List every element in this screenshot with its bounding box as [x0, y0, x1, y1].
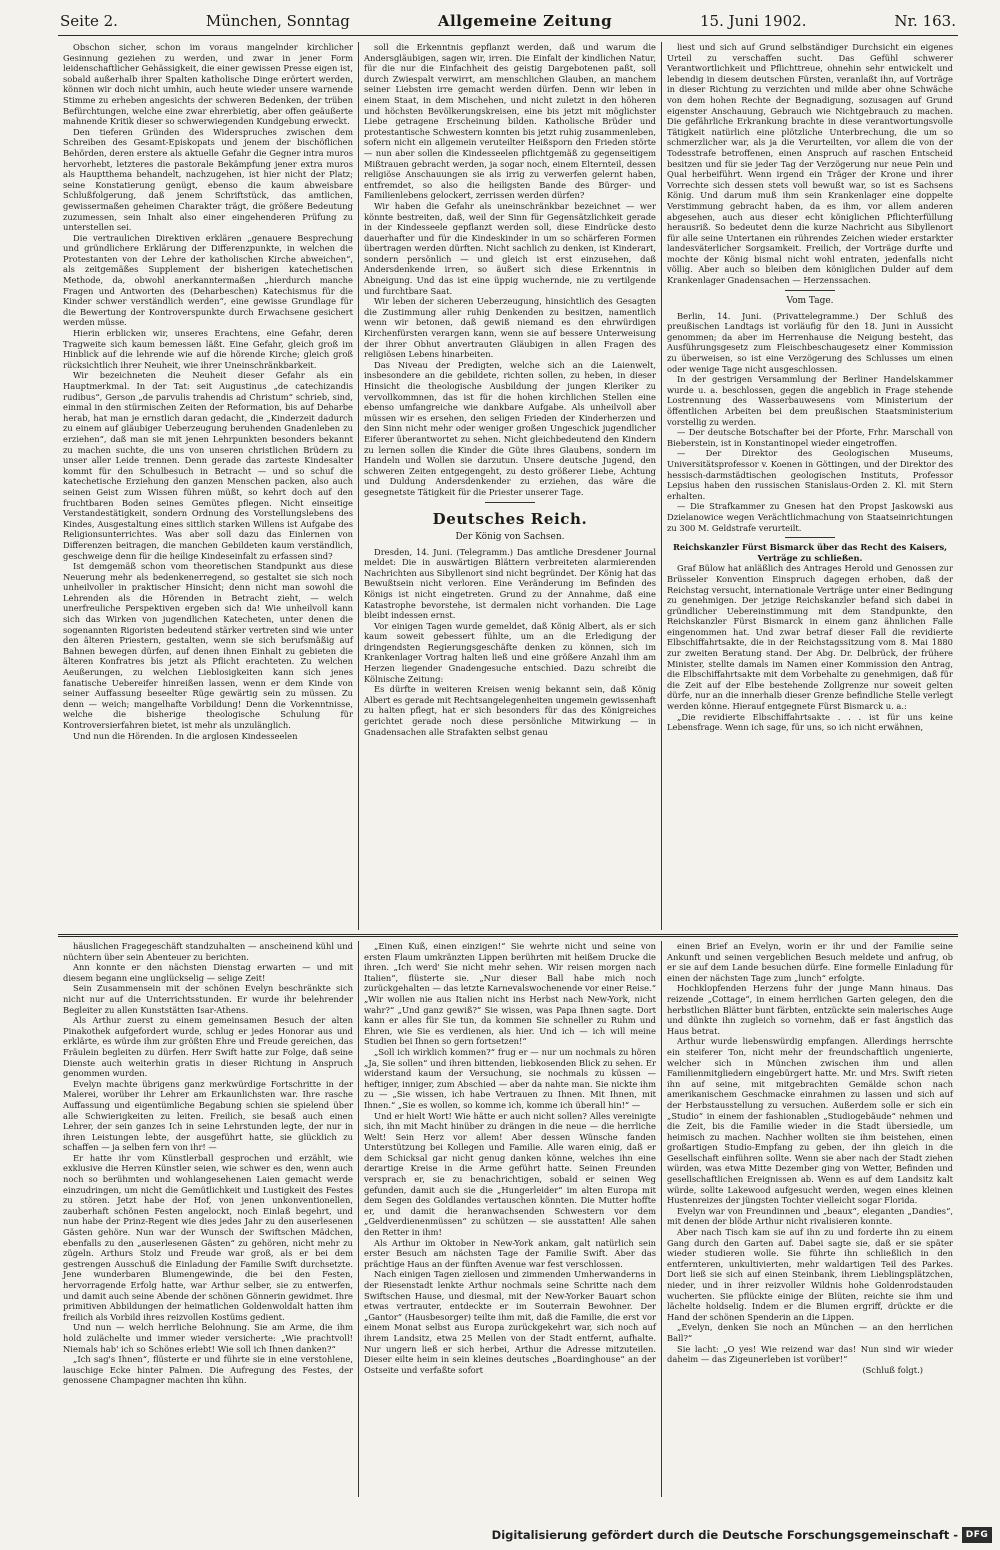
column-2	[359, 42, 661, 930]
divider	[785, 537, 835, 538]
column-1	[58, 42, 358, 930]
masthead: Allgemeine Zeitung	[437, 12, 613, 30]
paragraph: Wir haben die Gefahr als uneinschränkbar bezeichnet — wer könnte bestreiten, daß, weil der Sinn für Gegensätzlichkeit gerade in der Kindesseele gepflanzt werden soll, diese Eindrücke desto dauerhafter und für die Kindeskinder in um so schärferen Formen übertragen werden dürften. Nicht sachlich zu denken, ist Kinderart, sondern persönlich — und gleich ist erst einzusehen, daß Andersdenkende irren, so äußert sich diese Erkenntnis in Abneigung. Und das ist eine üppig wuchernde, nie zu vertilgende und furchtbare Saat.	[364, 200, 656, 296]
paragraph: „Die revidierte Elbschiffahrtsakte . . . ist für uns keine Lebensfrage. Wenn ich sage, für uns, so ich nicht erwähnen,	[667, 711, 953, 733]
paragraph: Es dürfte in weiteren Kreisen wenig bekannt sein, daß König Albert es gerade mit Rechtsangelegenheiten ungemein gewissenhaft zu halten pflegt, hat er sich besonders für das des Königreiches gerichtet gerade noch diese persönliche Mitwirkung — in Gnadensachen alle Strafakten selbst genau	[364, 684, 657, 737]
paragraph: häuslichen Fragegeschäft standzuhalten — anscheinend kühl und nüchtern über sein Abenteuer zu berichten.	[63, 941, 353, 962]
paragraph: Und er hielt Wort! Wie hätte er auch nicht sollen? Alles vereinigte sich, ihn mit Macht hinüber zu drängen in die neue — die herrliche Welt! Sein Herz vor allem! Aber dessen Wünsche fanden Unterstützung bei Kollegen und Familie. Alle waren einig, daß er dem Schicksal gar nicht genug danken könne, welches ihn eine derartige Kreise in die Arme geführt hatte. Seinen Freunden versprach er, sie zu benachrichtigen, sobald er seinen Weg gefunden, damit auch sie die „Hungerleider“ im alten Europa mit dem Segen des Goldlandes vertauschen könnten. Die Mutter hoffte er, und damit die heranwachsenden Schwestern vor dem „Geldverdienenmüssen“ zu schützen — sie ausstatten! Alle sahen den Retter in ihm!	[364, 1110, 656, 1238]
paragraph: Evelyn war von Freundinnen und „beaux“, eleganten „Dandies“, mit denen der blöde Arthur nicht rivalisieren konnte.	[667, 1205, 953, 1227]
paragraph: „Ich sag's Ihnen“, flüsterte er und führte sie in eine verstohlene, lauschige Ecke hinter Palmen. Die Aufregung des Festes, der genossene Champagner machten ihn kühn.	[63, 1354, 353, 1386]
paragraph: — Der deutsche Botschafter bei der Pforte, Frhr. Marschall von Bieberstein, ist in Konstantinopel wieder eingetroffen.	[667, 427, 953, 448]
newspaper-page	[58, 12, 958, 1502]
paragraph: Und nun die Hörenden. In die arglosen Kindesseelen	[73, 730, 298, 741]
column-3	[662, 42, 958, 930]
divider	[485, 502, 535, 503]
paragraph: Nach einigen Tagen ziellosen und zimmenden Umherwanderns in der Riesenstadt lenkte Arthur nochmals seine Schritte nach dem Swiftschen Hause, und diesmal, mit der New-Yorker Bauart schon etwas vertrauter, entdeckte er im Souterrain Bewohner. Der „Gantor“ (Hausbesorger) teilte ihm mit, daß die Familie, die erst vor einem Monat selbst aus Europa zurückgekehrt war, sich noch auf ihrem Landsitz, etwa 25 Meilen von der Stadt entfernt, aufhalte. Nur ungern ließ er sich herbei, Arthur die Adresse mitzuteilen. Dieser eilte heim in sein kleines deutsches „Boardinghouse“ an der Ostseite und verfaßte sofort	[364, 1269, 656, 1375]
paragraph: „Evelyn, denken Sie noch an München — an den herrlichen Ball?“	[667, 1322, 953, 1343]
paragraph: Aber nach Tisch kam sie auf ihn zu und forderte ihn zu einem Gang durch den Garten auf. Dabei sagte sie, daß er sie später wieder studieren wolle. Sie führte ihn schließlich in den entfernteren, unkultivierten, mehr waldartigen Teil des Parkes. Dort ließ sie sich auf einen Steinbank, ihrem Lieblingsplätzchen, nieder, und in ihrer reizvoller Wildnis hohe Goldenrodstauden wucherten. Sie pflückte einige der Blüten, reichte sie ihm und lächelte holdselig. Indem er die Blumen ergriff, drückte er die Hand der schönen Spenderin an die Lippen.	[667, 1227, 953, 1322]
paragraph: liest und sich auf Grund selbständiger Durchsicht ein eigenes Urteil zu verschaffen sucht. Das Gefühl schwerer Verantwortlichkeit und Pflichttreue, ohnehin sehr entwickelt und lebendig in diesem deutschen Fürsten, veranlaßt ihn, auf Vorträge in dieser Richtung zu verzichten und milde aber ohne Schwäche von dem hohen Rechte der Begnadigung, sozusagen auf Grund eigenster Anschauung, Gebrauch wie Nichtgebrauch zu machen. Die gefährliche Erkrankung brachte in diese verantwortungsvolle Tätigkeit natürlich eine plötzliche Unterbrechung, die um so schmerzlicher war, als ja die Verurteilten, vor allem die von der Todesstrafe betroffenen, einen Anspruch auf raschen Entscheid besitzen und für sie jeder Tag der Verzögerung nur neue Pein und Qual herbeiführt. Wenn irgend ein Träger der Krone und ihrer Vorrechte sich dessen stets voll bewußt war, so ist es Sachsens König. Und darum muß ihm sein Krankenlager eine doppelte Verstimmung gebracht haben, da es ihm, vor allem anderen abgesehen, auch aus dieser echt königlichen Pflichterfüllung herausriß. So bedeutet denn die kurze Nachricht aus Sibyllenort für alle seine Untertanen ein rührendes Zeichen wieder erstarkter landesväterlicher Sorgsamkeit. Freilich, der Vorträge durfte und mochte der König bismal nicht wohl entraten, jedenfalls nicht völlig. Aber auch so bleiben dem königlichen Dulder auf dem Krankenlager Gnadensachen — Herzenssachen.	[667, 42, 953, 286]
paragraph: — Die Strafkammer zu Gnesen hat den Propst Jaskowski aus Dzielanowice wegen Verächtlichmachung von Staatseinrichtungen zu 300 M. Geldstrafe verurteilt.	[667, 501, 953, 533]
paragraph: Dresden, 14. Juni. (Telegramm.) Das amtliche Dresdener Journal meldet: Die in auswärtigen Blättern verbreiteten alarmierenden Nachrichten aus Sibyllenort sind nicht begründet. Der König hat das Bewußtsein nicht verloren. Eine Veränderung im Befinden des Königs ist nicht eingetreten. Grund zu der Annahme, daß eine Katastrophe bevorstehe, ist dermalen nicht vorhanden. Die Lage bleibt indessen ernst.	[364, 546, 656, 621]
bismarck-headline: Reichskanzler Fürst Bismarck über das Recht des Kaisers, Verträge zu schließen.	[672, 542, 948, 563]
place-day: München, Sonntag	[205, 12, 350, 30]
funding-note: Digitalisierung gefördert durch die Deutsche Forschungsgemeinschaft -	[491, 1528, 958, 1542]
issue-number: Nr. 163.	[894, 12, 956, 30]
paragraph: Arthur wurde liebenswürdig empfangen. Allerdings herrschte ein steiferer Ton, nicht mehr der freundschaftlich ungenierte, welcher sich in München zwischen ihm und allen Familienmitgliedern eingebürgert hatte. Mr. und Mrs. Swift rieten ihn auf seine, mit mitgebrachten Gemälde schon nach amerikanischem Geschmacke einrahmen zu lassen und sich auf der Herbstausstellung zu versuchen. Außerdem solle er sich ein „Studio“ in einem der fashionablen „Studiogebäude“ nehmen und die Zeit, bis die Familie wieder in die Stadt übersiedle, um heimisch zu machen. Nachher wollten sie ihm beistehen, einen großartigen Studio-Empfang zu geben, der ihn gleich in die Gesellschaft einführen sollte. Wenn sie aber nach der Stadt ziehen würden, was etwa Mitte Dezember ging von Wetter, Befinden und gesellschaftlichen Ereignissen ab. Wenn es auf dem Landsitz kalt würde, sollte Lakewood aufgesucht werden, wegen eines kleinen Hustenreizes der jüngsten Tochter vielleicht sogar Florida.	[667, 1036, 953, 1206]
paragraph: Als Arthur im Oktober in New-York ankam, galt natürlich sein erster Besuch am nächsten Tage der Familie Swift. Aber das prächtige Haus an der fünften Avenue war fest verschlossen.	[364, 1237, 656, 1269]
funding-footer	[0, 1520, 1000, 1550]
paragraph: Graf Bülow hat anläßlich des Antrages Herold und Genossen zur Brüsseler Konvention Einspruch dagegen erhoben, daß der Reichstag versucht, internationale Verträge unter einer Bedingung zu genehmigen. Der jetzige Reichskanzler befand sich dabei in gründlicher Uebereinstimmung mit dem Standpunkte, den Reichskanzler Fürst Bismarck in einem ganz ähnlichen Falle eingenommen hat. Und zwar betraf dieser Fall die revidierte Elbschiffahrtsakte, die in der Reichstagssitzung vom 8. Mai 1880 zur zweiten Beratung stand. Der Abg. Dr. Delbrück, der frühere Minister, stellte damals im Namen einer Kommission den Antrag, die Elbschiffahrtsakte mit dem Vorbehalte zu genehmigen, daß für die Zeit auf der Elbe bestehende Zollgrenze nur soweit gelten dürfe, nur an die innerhalb dieser Grenze befindliche Stelle verlegt werden könne. Hierauf entgegnete Fürst Bismarck u. a.:	[667, 563, 953, 712]
paragraph: Als Arthur zuerst zu einem gemeinsamen Besuch der alten Pinakothek aufgefordert wurde, schlug er jedes Honorar aus und erklärte, es würde ihm zur größten Ehre und Freude gereichen, das Fräulein begleiten zu dürfen. Herr Swift hatte zur Folge, daß seine Dienste auch weiterhin gratis in dieser Richtung in Anspruch genommen wurden.	[63, 1015, 353, 1079]
paragraph: Sein Zusammensein mit der schönen Evelyn beschränkte sich nicht nur auf die Unterrichtsstunden. Er wurde ihr belehrender Begleiter zu allen Kunststätten Isar-Athens.	[63, 983, 353, 1015]
paragraph: soll die Erkenntnis gepflanzt werden, daß und warum die Andersgläubigen, sagen wir, irren. Die Einfalt der kindlichen Natur, für die nur die Einfachheit des geistig Dargebotenen paßt, soll durch Zwiespalt verwirrt, am menschlichen Glauben, an manchem seiner Liebsten irre gemacht werden dürfen. Denn wir leben in einem Staat, in dem Mischehen, und nicht zuletzt in den höheren und höchsten Bevölkerungskreisen, eine bis jetzt mit möglichster Liebe getragene Erscheinung bilden. Katholische Brüder und protestantische Schwestern konnten bis jetzt ruhig zusammenleben, sofern nicht ein allgemein veruteilter Heißsporn den Frieden störte — nun aber sollen die Kindesseelen pflichtgemäß zu gegenseitigem Mißtrauen gebracht werden, ja sogar noch, einem Elternteil, dessen religiöse Anschauungen sie als irrig zu verwerfen gelernt haben, entfremdet, so also die heiligsten Bande des Bürger- und Familienlebens gelockert, zerrissen werden dürfen?	[364, 42, 656, 201]
paragraph: In der gestrigen Versammlung der Berliner Handelskammer wurde u. a. beschlossen, gegen die angeblich in Frage stehende Lostrennung des Wasserbauwesens vom Ministerium der öffentlichen Arbeiten bei dem preußischen Staatsministerium vorstellig zu werden.	[667, 374, 953, 427]
paragraph: — Der Direktor des Geologischen Museums, Universitätsprofessor v. Koenen in Göttingen, und der Direktor des hessisch-darmstädtischen geologischen Instituts, Professor Lepsius haben den russischen Stanislaus-Orden 2. Kl. mit Stern erhalten.	[667, 448, 953, 501]
paragraph: Obschon sicher, schon im voraus mangelnder kirchlicher Gesinnung geziehen zu werden, und zwar in jener Form leidenschaftlicher Gehässigkeit, die einer gewissen Presse eigen ist, sobald außerhalb ihrer Spalten katholische Dinge erörtert werden, können wir doch nicht umhin, auch heute wieder unsere warnende Stimme zu erheben angesichts der schweren Bedenken, der trüben Befürchtungen, welche eine zwar ehrerbietig, aber offen geäußerte mahnende Kritik dieser so schwerwiegenden Kundgebung erweckt.	[63, 42, 353, 127]
issue-date: 15. Juni 1902.	[700, 12, 807, 30]
paragraph: Berlin, 14. Juni. (Privattelegramme.) Der Schluß des preußischen Landtags ist vorläufig für den 18. Juni in Aussicht genommen; da aber im Herrenhause die Neigung besteht, das Ausführungsgesetz zum Fleischbeschaugesetz einer Kommission zu überweisen, so ist eine Verzögerung des Schlusses um einen oder wenige Tage nicht ausgeschlossen.	[667, 310, 953, 374]
paragraph: Hochklopfenden Herzens fuhr der junge Mann hinaus. Das reizende „Cottage“, in einem herrlichen Garten gelegen, den die herbstlichen Blätter bunt färbten, entzückte sein malerisches Auge und dünkte ihn zugleich so vornehm, daß er fast ängstlich das Haus betrat.	[667, 983, 953, 1036]
paragraph: Ist demgemäß schon vom theoretischen Standpunkt aus diese Neuerung mehr als bedenkenerregend, so gestaltet sie sich noch unheilvoller in praktischer Hinsicht; denn nicht man sowohl die Lehrenden als die Hörenden in Betracht zieht, — welch unerfreuliche Perspektiven ergeben sich da! Wie unheilvoll kann sich das Wirken von jugendlichen Katecheten, unter denen die sogenannten Rigoristen bedeutend stärker vertreten sind wie unter den älteren Priestern, gestalten, wenn sie sich berufsmäßig auf Bahnen bewegen dürfen, auf denen ihnen Einhalt zu gebieten die älteren Konfratres bis jetzt als Pflicht erachteten. Zu welchen Aeußerungen, zu welchen Lieblosigkeiten kann sich jenes fanatische Uebereifer hinreißen lassen, wenn er dem Kinde von seiner Auffassung beseelter Rüge gewärtig sein zu müssen. Zu denn — weich; mangelhafte Vorbildung! Denn die Vorkenntnisse, welche die bisherige theologische Schulung für Kontroversierfahren bietet, ist mehr als unzulänglich.	[63, 561, 353, 730]
to-be-continued: (Schluß folgt.)	[862, 1364, 923, 1375]
divider	[785, 290, 835, 291]
paragraph: Evelyn machte übrigens ganz merkwürdige Fortschritte in der Malerei, worüber ihr Lehrer am Erkaunlichsten war. Ihre rasche Auffassung und eigentümliche Begabung schien sie spielend über alle Schwierigkeiten zu leiten. Freilich, sie besaß auch einen Lehrer, der sein ganzes Ich in seine Lehrstunden legte, der nur in ihren Leistungen lebte, der ausgeführt hatte, sie glücklich zu schaffen — ja selben fern von ihr! —	[63, 1078, 353, 1153]
paragraph: „Soll ich wirklich kommen?“ frug er — nur um nochmals zu hören „Ja, Sie sollen“ und ihren bittenden, liebkosenden Blick zu sehen. Er widerstand kaum der Versuchung, sie nochmals zu küssen — heftiger, inniger, zum Abschied — aber da nahte man. Sie nickte ihm zu — „Sie wissen, ich habe Vertrauen zu Ihnen. Mit Ihnen, mit Ihnen.“ „Sie es wollen, so komme ich, komme ich überall hin!“ —	[364, 1046, 656, 1110]
dfg-logo: DFG	[962, 1527, 992, 1543]
paragraph: Das Niveau der Predigten, welche sich an die Laienwelt, insbesondere an die gebildete, richten sollen, zu heben, in dieser Hinsicht die theologische Ausbildung der jungen Kleriker zu vervollkommnen, das ist für die hohen kirchlichen Stellen eine ebenso umfangreiche wie dankbare Aufgabe. Als unheilvoll aber müssen wir es ersehen, den seligen Frieden der Kinderherzen und den Sinn nicht mehr oder weniger großen Ungeschick jugendlicher Eiferer überantwortet zu sehen. Nicht gleichbedeutend den Kindern zu lernen sollen die Kinder die Güte ihres Glaubens, sondern im Handeln und Wollen sie darzutun. Unsere deutsche Jugend, den schweren Zeiten entgegengeht, zu desto größerer Liebe, Achtung und Duldung Andersdenkender zu erziehen, das wäre die gesegnetste Tätigkeit für die Priester unserer Tage.	[364, 359, 656, 497]
paragraph: Den tieferen Gründen des Widerspruches zwischen dem Schreiben des Gesamt-Episkopats und jenem der bischöflichen Behörden, deren erstere als aktuelle Gefahr die Gegner intra muros hervorhebt, letzteres die pastorale Bekämpfung jener extra muros als Hauptthema behandelt, nachzugehen, ist hier nicht der Platz; seine Konstatierung genügt, ebenso die kaum abweisbare Schlußfolgerung, daß jenem Schriftstück, das amtlichen, gewissermaßen geheimen Charakter trägt, die größere Bedeutung zuzumessen, sein Inhalt also einer eingehenderen Prüfung zu unterstellen sei.	[63, 126, 353, 233]
paragraph: „Einen Kuß, einen einzigen!“ Sie wehrte nicht und seine von ersten Flaum umkränzten Lippen berührten mit heißem Drucke die ihren. „Ich werd' Sie nicht mehr sehen. Wir reisen morgen nach Italien“, flüsterte sie. „Nur dieser Ball habe mich noch zurückgehalten — das letzte Karnevalswochenende vor einer Reise.“ „Wir wollen nie aus Italien nicht ins Herbst nach New-York, nicht wahr?“ „Und ganz gewiß?“ Sie wissen, was Papa Ihnen sagte. Dort kann er alles für Sie tun, da kommen Sie schneller zu Ruhm und Ehren, wie Sie es verdienen, als hier. Und ich — ich will meine Studien bei Ihnen so gern fortsetzen!“	[364, 941, 656, 1047]
paragraph: Vor einigen Tagen wurde gemeldet, daß König Albert, als er sich kaum soweit gebessert fühlte, um an die Erledigung der dringendsten Regierungsgeschäfte denken zu können, sich im Krankenlager Vortrag halten ließ und eine größere Anzahl ihm am Herzen liegender Gnadengesuche entschied. Dazu schreibt die Kölnische Zeitung:	[364, 620, 656, 684]
feuilleton-column-3	[662, 941, 958, 1497]
page-header	[58, 12, 958, 36]
section-subtitle: Der König von Sachsen.	[455, 531, 565, 542]
feuilleton-rule	[58, 934, 958, 937]
top-columns	[58, 42, 958, 930]
paragraph: Wir leben der sicheren Ueberzeugung, hinsichtlich des Gesagten die Zustimmung aller ruhig Denkenden zu besitzen, namentlich wenn wir betonen, daß gewiß niemand es den ehrwürdigen Kirchenfürsten verargen kann, wenn sie auf bessere Unterweisung der ihrer Obhut anvertrauten Gläubigen in allen Fragen des religiösen Lebens hinarbeiten.	[364, 296, 656, 360]
bottom-columns	[58, 941, 958, 1497]
vom-tage-title: Vom Tage.	[786, 295, 834, 306]
paragraph: Ann konnte er den nächsten Dienstag erwarten — und mit diesem begann eine unglückselig — selige Zeit!	[63, 962, 353, 983]
feuilleton-column-1	[58, 941, 358, 1497]
section-title: Deutsches Reich.	[432, 509, 588, 528]
paragraph: Sie lacht: „O yes! Wie reizend war das! Nun sind wir wieder daheim — das Zigeunerleben ist vorüber!“	[667, 1343, 953, 1365]
page-number: Seite 2.	[60, 12, 118, 30]
paragraph: Hierin erblicken wir, unseres Erachtens, eine Gefahr, deren Tragweite sich kaum bemessen läßt. Eine Gefahr, gleich groß im Hinblick auf die lehrende wie auf die hörende Kirche; gleich groß rücksichtlich ihrer Neuheit, wie ihrer Uneinschränkbarkeit.	[63, 328, 353, 370]
paragraph: Wir bezeichneten die Neuheit dieser Gefahr als ein Hauptmerkmal. In der Tat: seit Augustinus „de catechizandis rudibus“, Gerson „de parvulis trahendis ad Christum“ schrieb, sind, einmal in den stürmischen Zeiten der Reformation, bis auf Deharbe herab, hat man je ernstlich daran gedacht, die „Kinderzeit dadurch zu einem auf gläubiger Ueberzeugung beruhenden Gnadenleben zu erziehen“, daß man sie mit jenen Lehrpunkten besonders bekannt zu machen suchte, die uns von unseren christlichen Brüdern zu unser aller Leide trennen. Denn gerade das zarteste Kindesalter kommt für den Schulbesuch in Betracht — und so schuf die katechetische Erziehung den ganzen Menschen packen, also auch seinen Geist zum Wissen führen müßt, so kehrt doch auf den fruchtbaren Boden seines Gemütes pflegen. Nicht einseitige Verstandestätigkeit, sondern Ordnung des Vorstellungslebens des Kindes, Ausgestaltung eines sittlich starken Willens ist Aufgabe des Religionsunterrichtes. Was aber soll dazu das Einlernen von Differenzen beitragen, die manchen Gebildeten kaum verständlich, geschweige denn für die heilige Kindeseinfalt zu erfassen sind?	[63, 370, 353, 561]
paragraph: einen Brief an Evelyn, worin er ihr und der Familie seine Ankunft und seinen vergeblichen Besuch meldete und anfrug, ob er sie auf dem Lande besuchen dürfe. Eine formelle Einladung für einen der nächsten Tage zum „lunch“ erfolgte.	[667, 941, 953, 983]
paragraph: Die vertraulichen Direktiven erklären „genauere Besprechung und gründlichere Erklärung der Differenzpunkte, in welchen die Protestanten von der Lehre der katholischen Kirche abweichen“, als zeitgemäßes Supplement der bisherigen katechetischen Methode, da, obwohl anerkanntermaßen „hierdurch manche Fragen und Antworten des (Deharbeschen) Katechismus für die Kinder schwer verständlich werden“, eine gewisse Grundlage für die Bewertung der Kontroverspunkte durch Erwachsene gesichert werden müsse.	[63, 232, 353, 328]
feuilleton-column-2	[359, 941, 661, 1497]
paragraph: Er hatte ihr vom Künstlerball gesprochen und erzählt, wie exklusive die Herren Künstler seien, wie schwer es den, wenn auch noch so berühmten und wohlangesehenen Laien gemacht werde einzudringen, um nicht die Gemütlichkeit und Lustigkeit des Festes zu stören. Jetzt habe der Hof, von jenen unkonventionellen, zauberhaft schönen Festen angelockt, noch Einlaß begehrt, und nun habe der Prinz-Regent wie dies jedes Jahr zu den auserlesenen Gästen gehöre. Nun war der Wunsch der Swiftschen Mädchen, ebenfalls zu den „auserlesenen Gästen“ zu gehören, nicht mehr zu zügeln. Arthurs Stolz und Freude war groß, als er bei dem gestrengen Ausschuß die Einladung der Familie Swift durchsetzte. Jene wunderbaren Blumengewinde, die bei den Festen, hervorragende Erfolg hatte, war Arthur selber, sie zu entwerfen, und damit auch seine Abende der schönen Gönnerin gewidmet. Ihre primitiven Abbildungen der heimatlichen Goldenwoldalt hatten ihm freilich als Vorbild ihres reizvollen Kostüms gedient.	[63, 1152, 353, 1322]
paragraph: Und nun — welch herrliche Belohnung. Sie am Arme, die ihm hold zulächelte und immer wieder versicherte: „Wie prachtvoll! Niemals hab' ich so Schönes erlebt! Wie soll ich Ihnen danken?“	[63, 1322, 353, 1354]
